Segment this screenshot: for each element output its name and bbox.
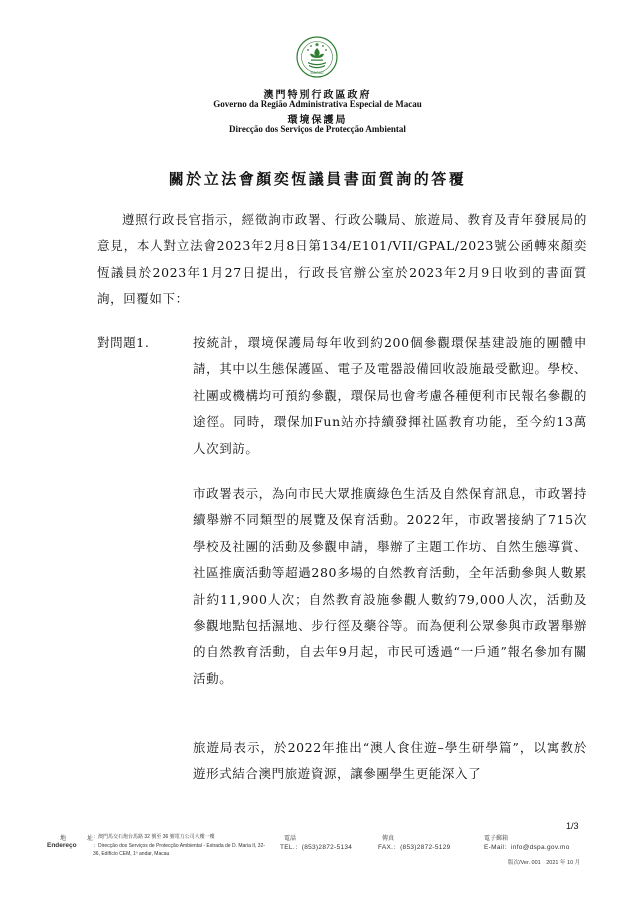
page-number: 1/3 [566, 821, 579, 831]
macau-emblem-icon [296, 36, 338, 78]
version-info: 版次/Ver. 001 2021 年 10 月 [508, 860, 581, 866]
telephone-label: 電話 [284, 836, 297, 842]
email-label: 電子郵箱 [484, 836, 509, 842]
emblem-caption: MACAU [310, 71, 324, 76]
fax-label: 傳真 [382, 836, 395, 842]
email-address: E-Mail：info@dspa.gov.mo [484, 844, 570, 851]
address-label-portuguese: Endereço [47, 842, 77, 849]
fax-number: FAX.：(853)2872-5129 [378, 844, 451, 851]
address-label-chinese: 地 址 [60, 836, 97, 842]
telephone-number: TEL.：(853)2872-5134 [280, 844, 353, 851]
intro-paragraph: 遵照行政長官指示，經徵詢市政署、行政公職局、旅遊局、教育及青年發展局的意見，本人對立法會2023年2月8日第134/E101/VII/GPAL/2023號公函轉來顏奕恆議員於2023年1月27日提出，行政長官辦公室於2023年2月9日收到的書面質詢，回覆如下： [97, 212, 587, 307]
department-name-portuguese: Direcção dos Serviços de Protecção Ambiental [229, 124, 406, 134]
government-name-chinese: 澳門特別行政區政府 [263, 90, 372, 101]
address-chinese: ：澳門馬交石炮台馬路 32 號至 36 號電力公司大樓一樓 [93, 834, 215, 840]
document-title: 關於立法會顏奕恆議員書面質詢的答覆 [168, 170, 467, 188]
answer-paragraph: 旅遊局表示，於2022年推出“澳人食住遊–學生研學篇”，以寓教於遊形式結合澳門旅遊資源，讓參團學生更能深入了 [193, 740, 587, 782]
department-name-chinese: 環境保護局 [287, 115, 348, 126]
address-portuguese: ：Direcção dos Serviços de Protecção Ambiental - Estrada de D. Maria II, 32-36, Edifício CEM, 1º andar, Macau [93, 843, 266, 857]
government-name-portuguese: Governo da Região Administrativa Especial de Macau [213, 99, 422, 109]
answer-paragraph: 市政署表示，為向市民大眾推廣綠色生活及自然保育訊息，市政署持續舉辦不同類型的展覽及保育活動。2022年，市政署接納了715次學校及社團的活動及參觀申請，舉辦了主題工作坊、自然生態導賞、社區推廣活動等超過280多場的自然教育活動，全年活動參與人數累計約11,900人次；自然教育設施參觀人數約79,000人次，活動及參觀地點包括濕地、步行徑及藥谷等。而為便利公眾參與市政署舉辦的自然教育活動，自去年9月起，市民可透過“一戶通”報名參加有關活動。 [193, 486, 587, 686]
question-label: 對問題1. [97, 335, 150, 350]
answer-paragraph: 按統計，環境保護局每年收到約200個參觀環保基建設施的團體申請，其中以生態保護區、電子及電器設備回收設施最受歡迎。學校、社團或機構均可預約參觀，環保局也會考慮各種便利市民報名參觀的途徑。同時，環保加Fun站亦持續發揮社區教育功能，至今約13萬人次到訪。 [193, 335, 587, 456]
